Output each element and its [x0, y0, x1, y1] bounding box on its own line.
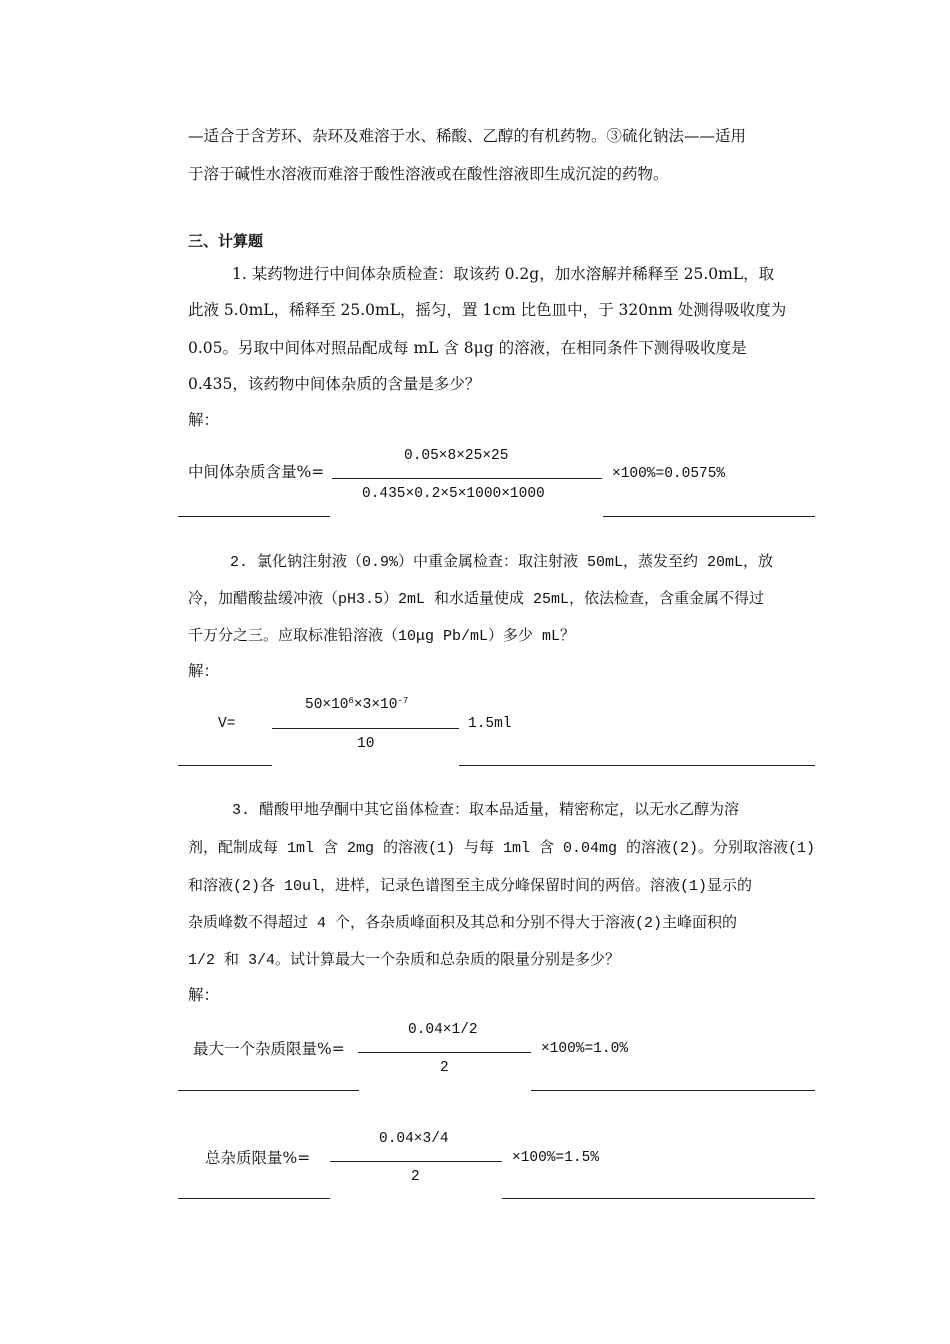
q1-denominator: 0.435×0.2×5×1000×1000: [362, 486, 545, 502]
q3-line-1: 3. 醋酸甲地孕酮中其它甾体检查：取本品适量，精密称定，以无水乙醇为溶: [232, 802, 740, 819]
q2-line-3: 千万分之三。应取标准铅溶液（10μg Pb/mL）多少 mL？: [188, 628, 576, 645]
q3-line-3: 和溶液(2)各 10ul，进样，记录色谱图至主成分峰保留时间的两倍。溶液(1)显示的: [188, 878, 753, 895]
q3-line-5: 1/2 和 3/4。试计算最大一个杂质和总杂质的限量分别是多少？: [188, 952, 621, 969]
q3-formula2-bar: [330, 1161, 502, 1162]
q3-formula1-numerator: 0.04×1/2: [408, 1022, 478, 1038]
q2-line-1: 2. 氯化钠注射液（0.9%）中重金属检查：取注射液 50mL，蒸发至约 20mL，放: [230, 554, 774, 571]
intro-line-1: —适合于含芳环、杂环及难溶于水、稀酸、乙醇的有机药物。③硫化钠法——适用: [188, 127, 747, 145]
q1-fraction-bar: [332, 478, 602, 479]
q2-answer-label: 解：: [188, 662, 220, 680]
q2-numerator: [305, 695, 408, 715]
q1-line-1: 1. 某药物进行中间体杂质检查：取该药 0.2g，加水溶解并稀释至 25.0mL，取: [232, 265, 775, 283]
q3-formula1-underline-left: [178, 1090, 359, 1091]
q2-result: 1.5ml: [468, 716, 512, 732]
q1-line-4: 0.435，该药物中间体杂质的含量是多少？: [188, 375, 481, 393]
q1-answer-label: 解：: [188, 411, 220, 429]
q2-fraction-bar: [272, 728, 459, 729]
q3-line-4: 杂质峰数不得超过 4 个，各杂质峰面积及其总和分别不得大于溶液(2)主峰面积的: [188, 915, 738, 932]
q2-num-part2: ×3×10: [353, 697, 398, 713]
q2-underline-left: [178, 765, 272, 766]
q3-formula2-label: 总杂质限量%=: [205, 1149, 311, 1167]
q3-line-2: 剂，配制成每 1ml 含 2mg 的溶液(1) 与每 1ml 含 0.04mg 的溶液(2)。分别取溶液(1): [188, 840, 816, 857]
q2-num-exp2: -7: [397, 696, 409, 706]
q3-answer-label: 解：: [188, 986, 220, 1004]
q1-line-3: 0.05。另取中间体对照品配成每 mL 含 8μg 的溶液，在相同条件下测得吸收度是: [188, 339, 747, 357]
q2-formula-label: V=: [218, 716, 236, 732]
q2-line-2: 冷，加醋酸盐缓冲液（pH3.5）2mL 和水适量使成 25mL，依法检查，含重金属不得过: [188, 591, 765, 608]
q3-formula1-underline-right: [531, 1090, 815, 1091]
q2-denominator: 10: [357, 736, 375, 752]
q3-formula2-underline-left: [178, 1198, 330, 1199]
q3-formula1-label: 最大一个杂质限量%=: [193, 1040, 345, 1058]
q1-result: ×100%=0.0575%: [612, 466, 726, 482]
q1-numerator: 0.05×8×25×25: [404, 448, 509, 464]
q1-underline-right: [603, 516, 815, 517]
q3-formula2-underline-right: [502, 1198, 815, 1199]
q1-underline-left: [178, 516, 330, 517]
q3-formula1-result: ×100%=1.0%: [541, 1041, 629, 1057]
q3-formula1-bar: [358, 1052, 531, 1053]
q2-underline-right: [459, 765, 815, 766]
q1-line-2: 此液 5.0mL，稀释至 25.0mL，摇匀，置 1cm 比色皿中，于 320nm 处测得吸收度为: [188, 301, 787, 319]
q3-formula2-denominator: 2: [411, 1169, 420, 1185]
section-title: 三、计算题: [188, 232, 264, 250]
intro-line-2: 于溶于碱性水溶液而难溶于酸性溶液或在酸性溶液即生成沉淀的药物。: [188, 165, 669, 183]
q3-formula2-numerator: 0.04×3/4: [379, 1131, 449, 1147]
q2-num-exp1: 6: [348, 696, 354, 706]
q2-num-part1: 50×10: [305, 697, 349, 713]
q1-formula-label: 中间体杂质含量%=: [188, 463, 325, 481]
q3-formula2-result: ×100%=1.5%: [512, 1150, 600, 1166]
q3-formula1-denominator: 2: [440, 1060, 449, 1076]
